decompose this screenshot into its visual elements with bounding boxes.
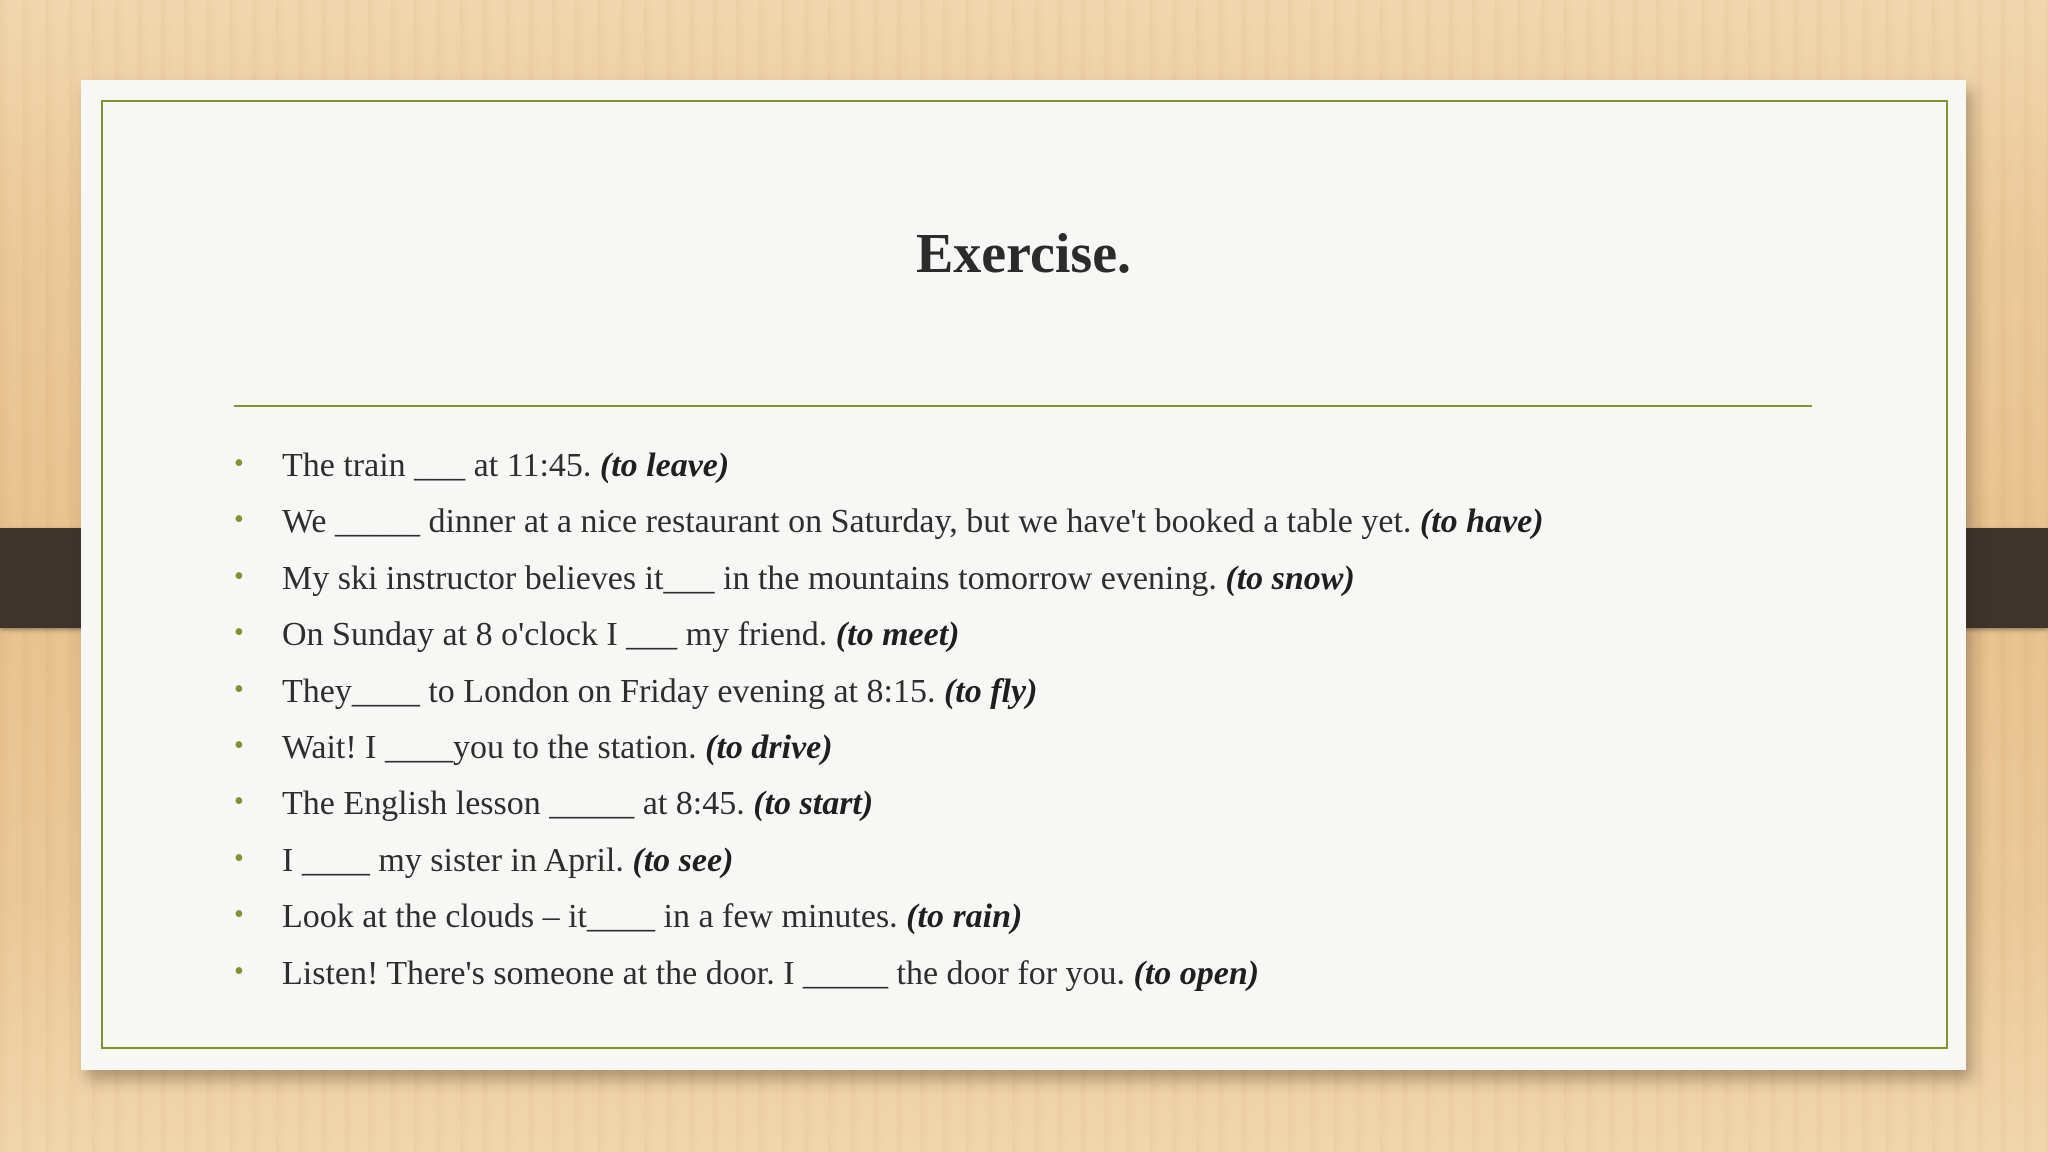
bullet-icon: • — [234, 448, 244, 479]
exercise-item-10 — [234, 946, 1544, 1002]
exercise-item-7 — [234, 776, 1544, 832]
bullet-icon: • — [234, 899, 244, 931]
exercise-verb-hint: (to see) — [632, 841, 734, 879]
bullet-icon: • — [234, 842, 244, 874]
bullet-icon: • — [234, 786, 244, 818]
bullet-icon: • — [234, 617, 244, 649]
bullet-icon: • — [234, 955, 244, 987]
exercise-item-4 — [234, 607, 1544, 663]
exercise-sentence: They____ to London on Friday evening at 8:15. — [282, 672, 944, 710]
exercise-sentence: The train ___ at 11:45. — [282, 447, 600, 484]
exercise-verb-hint: (to open) — [1133, 954, 1260, 992]
exercise-sentence: The English lesson _____ at 8:45. — [282, 785, 754, 823]
bullet-icon: • — [234, 560, 244, 592]
exercise-verb-hint: (to have) — [1419, 503, 1544, 541]
exercise-verb-hint: (to rain) — [906, 898, 1023, 936]
exercise-verb-hint: (to fly) — [943, 672, 1038, 710]
exercise-sentence: On Sunday at 8 o'clock I ___ my friend. — [282, 616, 836, 654]
exercise-sentence: Listen! There's someone at the door. I _____ the door for you. — [282, 954, 1134, 992]
exercise-verb-hint: (to snow) — [1225, 559, 1355, 597]
exercise-item-5 — [234, 664, 1544, 720]
exercise-sentence: Wait! I ____you to the station. — [282, 728, 706, 766]
slide — [81, 80, 1966, 1070]
exercise-sentence: I ____ my sister in April. — [282, 841, 633, 879]
exercise-verb-hint: (to leave) — [599, 447, 730, 484]
exercise-item-1 — [234, 438, 1544, 494]
bullet-icon: • — [234, 673, 244, 705]
exercise-item-8 — [234, 833, 1544, 889]
exercise-item-2 — [234, 494, 1544, 550]
exercise-list — [234, 438, 1544, 1002]
exercise-verb-hint: (to start) — [753, 785, 874, 823]
exercise-sentence: My ski instructor believes it___ in the mountains tomorrow evening. — [282, 559, 1226, 597]
exercise-verb-hint: (to meet) — [835, 616, 960, 654]
slide-title: Exercise. — [915, 223, 1132, 285]
exercise-sentence: Look at the clouds – it____ in a few minutes. — [282, 898, 907, 936]
exercise-verb-hint: (to drive) — [705, 728, 833, 766]
exercise-sentence: We _____ dinner at a nice restaurant on Saturday, but we have't booked a table yet. — [282, 503, 1420, 541]
bullet-icon: • — [234, 729, 244, 761]
exercise-item-3 — [234, 551, 1544, 607]
bullet-icon: • — [234, 504, 244, 536]
exercise-item-6 — [234, 720, 1544, 776]
divider-line — [234, 405, 1812, 407]
exercise-item-9 — [234, 889, 1544, 945]
